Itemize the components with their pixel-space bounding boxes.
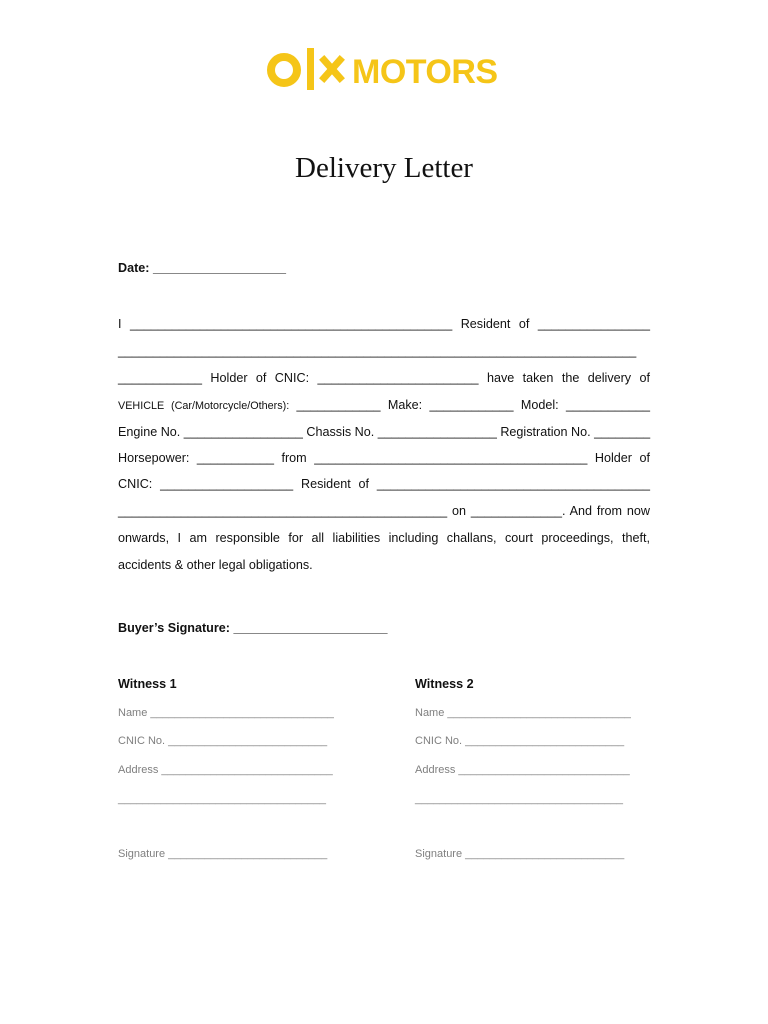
date-line: Date: ___________________	[118, 261, 287, 275]
body-line-10: accidents & other legal obligations.	[118, 558, 313, 572]
page-title: Delivery Letter	[295, 152, 473, 184]
witness-1-heading: Witness 1	[118, 677, 177, 691]
witness-2-address-2: __________________________________	[415, 793, 624, 805]
witness-2-name: Name ______________________________	[415, 707, 631, 719]
vehicle-fields: ____________ Make: ____________ Model: ____________	[289, 398, 650, 412]
logo-o-shape	[271, 57, 297, 83]
body-line-2: __________________________________________________________________________	[118, 344, 637, 358]
logo-l-shape	[307, 48, 314, 90]
olx-motors-logo	[266, 44, 506, 92]
body-line-3: ____________ Holder of CNIC: _______________________ have taken the delivery of	[118, 371, 650, 385]
witness-1-address: Address ____________________________	[118, 764, 333, 776]
body-line-7: CNIC: ___________________ Resident of _______________________________________	[118, 477, 650, 491]
witness-1-cnic: CNIC No. __________________________	[118, 735, 328, 747]
witness-1-name: Name ______________________________	[118, 707, 334, 719]
body-line-6: Horsepower: ___________ from _______________________________________ Holder of	[118, 451, 650, 465]
witness-1-signature: Signature __________________________	[118, 848, 328, 860]
body-line-9: onwards, I am responsible for all liabilities including challans, court proceedings, theft,	[118, 531, 650, 545]
buyer-signature-line: Buyer’s Signature: ______________________	[118, 621, 388, 635]
body-line-1: I ______________________________________________ Resident of ________________	[118, 317, 650, 331]
witness-1-address-2: __________________________________	[118, 793, 327, 805]
logo-x-shape	[324, 60, 340, 78]
witness-2-signature: Signature __________________________	[415, 848, 625, 860]
body-line-8: _______________________________________________ on _____________. And from now	[118, 504, 650, 518]
logo-mark	[266, 44, 506, 92]
witness-2-address: Address ____________________________	[415, 764, 630, 776]
body-line-5: Engine No. _________________ Chassis No. _________________ Registration No. ________	[118, 425, 651, 439]
body-line-4	[118, 397, 650, 414]
vehicle-label: VEHICLE (Car/Motorcycle/Others):	[118, 400, 290, 412]
logo-text: MOTORS	[352, 53, 498, 91]
witness-2-cnic: CNIC No. __________________________	[415, 735, 625, 747]
witness-2-heading: Witness 2	[415, 677, 474, 691]
